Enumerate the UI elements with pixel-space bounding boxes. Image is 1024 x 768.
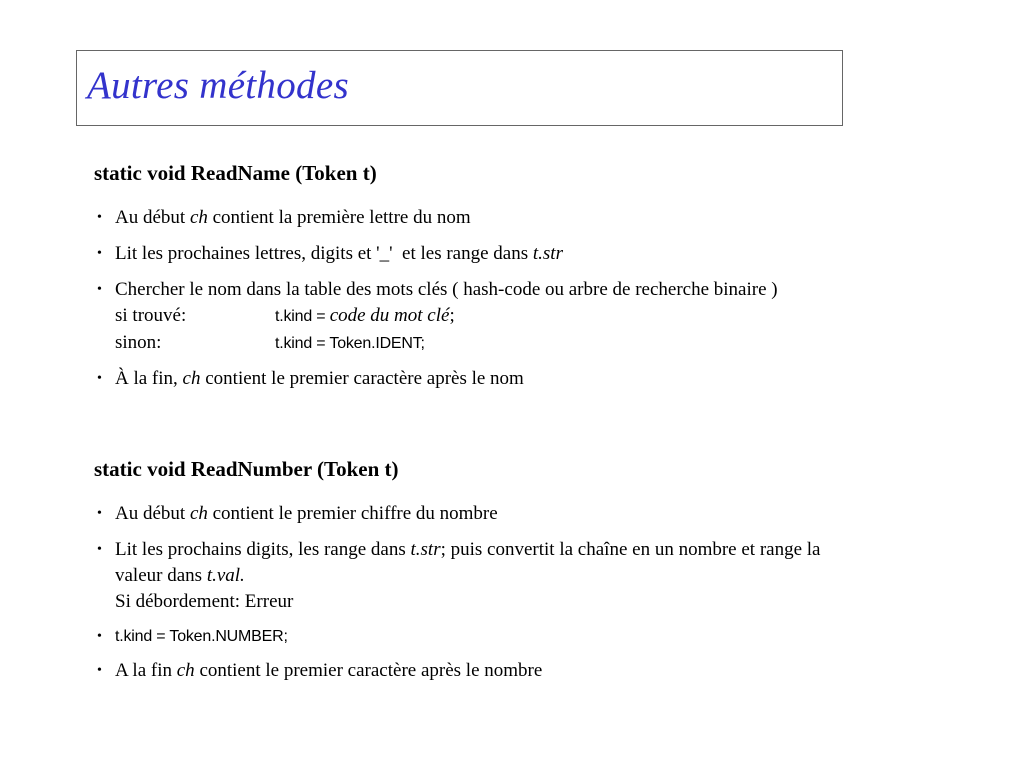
text: A la fin <box>115 660 177 681</box>
section-heading-readnumber: static void ReadNumber (Token t) <box>94 457 399 481</box>
sub-line-else <box>115 332 425 354</box>
bullet-icon: • <box>97 282 102 297</box>
emphasis: t.val. <box>206 565 245 586</box>
section-heading-readname: static void ReadName (Token t) <box>94 161 377 185</box>
text: Au début <box>115 207 190 228</box>
text: Lit les prochains digits, les range dans <box>115 539 411 560</box>
text: Lit les prochaines lettres, digits et '_' et les range dans <box>115 243 533 264</box>
bullet-icon: • <box>97 246 102 261</box>
bullet-icon: • <box>97 506 102 521</box>
code: t.kind = Token.NUMBER; <box>115 628 288 645</box>
text: Chercher le nom dans la table des mots clés ( hash-code ou arbre de recherche binaire ) <box>115 279 778 300</box>
code: t.kind = Token.IDENT; <box>275 335 425 352</box>
continuation-line <box>115 565 245 587</box>
text: Au début <box>115 503 190 524</box>
text: contient le premier caractère après le nom <box>200 368 524 389</box>
emphasis: t.str <box>532 243 563 264</box>
label: si trouvé: <box>115 305 187 326</box>
slide-title: Autres méthodes <box>87 64 349 107</box>
bullet-icon: • <box>97 371 102 386</box>
sub-line-found <box>115 305 455 327</box>
emphasis: ch <box>182 368 201 389</box>
text: valeur dans <box>115 565 207 586</box>
text: À la fin, <box>115 368 183 389</box>
emphasis: ch <box>189 207 208 228</box>
emphasis: t.str <box>410 539 441 560</box>
text: ; <box>449 305 455 326</box>
text: ; puis convertit la chaîne en un nombre et range la <box>440 539 821 560</box>
emphasis: ch <box>176 660 195 681</box>
bullet-icon: • <box>97 542 102 557</box>
title-box <box>76 50 843 126</box>
code: t.kind = <box>275 308 330 325</box>
text: contient la première lettre du nom <box>207 207 471 228</box>
label: sinon: <box>115 332 162 353</box>
overflow-line: Si débordement: Erreur <box>115 591 294 612</box>
bullet-icon: • <box>97 629 102 644</box>
bullet-icon: • <box>97 210 102 225</box>
bullet-icon: • <box>97 663 102 678</box>
text: contient le premier caractère après le nombre <box>194 660 543 681</box>
emphasis: ch <box>189 503 208 524</box>
emphasis: code du mot clé <box>329 305 450 326</box>
text: contient le premier chiffre du nombre <box>207 503 498 524</box>
